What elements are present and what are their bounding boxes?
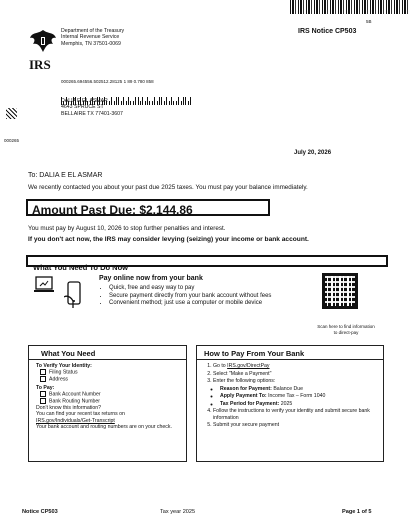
irs-logo [28,28,58,72]
agency-line-1: Department of the Treasury [61,28,125,34]
verify-label: To Verify Your Identity: [36,363,92,369]
qr-caption-line-2: to direct-pay [333,329,359,335]
letter-date: July 20, 2026 [294,150,332,156]
postal-barcode [61,87,192,95]
footer-notice: Notice CP503 [22,509,58,515]
amount-past-due: Amount Past Due: $2,144.86 [32,203,193,217]
computer-icon [34,276,54,299]
top-barcode [290,0,408,14]
benefit-item: • Secure payment directly from your bank account without fees [109,293,329,301]
how-to-pay-box [196,345,384,462]
footer-page-number: Page 1 of 5 [342,509,372,515]
levy-warning: If you don't act now, the IRS may consider levying (seizing) your income or bank account. [28,236,309,243]
option-label: Apply Payment To: [220,393,267,400]
pay-online-benefits [100,285,329,308]
notice-code-small: 5B [366,19,372,24]
recipient-address [61,98,123,117]
payment-option [220,401,377,407]
datamatrix-code [6,108,17,119]
letter-intro: We recently contacted you about your past due 2025 taxes. You must pay your balance immediately. [28,184,308,191]
step-1 [213,363,377,369]
letter-to: To: DALIA E EL ASMAR [28,172,103,179]
footer-tax-year: Tax year 2025 [160,509,196,515]
step-4: 4. Follow the instructions to verify your identity and submit secure bank information [213,408,377,421]
eagle-icon [28,28,58,54]
side-code: 000265 [4,138,20,143]
notice-title: IRS Notice CP503 [298,28,357,35]
step-3-text: Enter the following options: [213,378,276,385]
recipient-name: DALIA E EL ASMAR [61,98,108,104]
qr-caption [313,324,379,335]
agency-line-2: Internal Revenue Service [61,34,120,41]
payment-steps [197,360,383,429]
checkbox-icon [40,398,46,404]
direct-pay-qr-code[interactable] [322,273,358,309]
pay-item: Bank Routing Number [49,398,101,405]
logo-text: IRS [29,57,51,72]
option-value: 2025 [280,400,293,407]
todo-heading: What You Need To Do Now [33,263,128,272]
recipient-city: BELLAIRE TX 77401-3607 [61,110,123,117]
step-2: 2. Select "Make a Payment" [213,371,377,377]
find-returns-text: You can find your recent tax returns on [36,411,125,418]
what-you-need-box [28,345,187,462]
agency-line-3: Memphis, TN 37501-0069 [61,40,121,47]
benefit-item: • Quick, free and easy way to pay [109,285,329,293]
dont-know-text: Don't know this information? [36,404,102,411]
how-to-pay-heading: How to Pay From Your Bank [197,346,383,360]
payment-option [220,393,377,399]
payment-option [220,386,377,392]
option-label: Tax Period for Payment: [220,400,280,407]
option-label: Reason for Payment: [220,385,272,392]
agency-address [61,28,124,47]
checkbox-icon [40,369,46,375]
benefit-item: • Convenient method; just use a computer or mobile device [109,300,329,308]
todo-heading-box [26,255,388,272]
option-value: Balance Due [273,385,304,392]
pay-online-title: Pay online now from your bank [99,275,203,282]
payment-deadline: You must pay by August 10, 2026 to stop further penalties and interest. [28,225,226,232]
pay-item: Bank Account Number [49,391,101,398]
mobile-payment-icon [64,281,82,314]
direct-pay-link[interactable]: IRS.gov/DirectPay [227,363,270,369]
step-5: 5. Submit your secure payment [213,422,377,428]
step-1-prefix: Go to [213,363,228,369]
bank-note: Your bank account and routing numbers are on your check. [36,424,172,431]
amount-past-due-box [26,199,270,216]
checkbox-icon [40,391,46,397]
pay-label: To Pay: [36,384,55,391]
scanline: 000265.694556.502512.28125 1 89 0.780 858 [61,79,154,84]
step-3 [213,378,377,407]
verify-item: Filing Status [49,369,78,376]
option-value: Income Tax – Form 1040 [268,393,326,400]
get-transcript-link[interactable]: IRS.gov/Individuals/Get-Transcript [36,417,115,424]
what-you-need-heading: What You Need [29,346,186,360]
qr-caption-line-1: Scan here to find information [317,324,375,329]
checkbox-icon [40,376,46,382]
verify-item: Address [49,376,69,383]
recipient-street: 4643 SPRUCE ST [61,104,104,111]
